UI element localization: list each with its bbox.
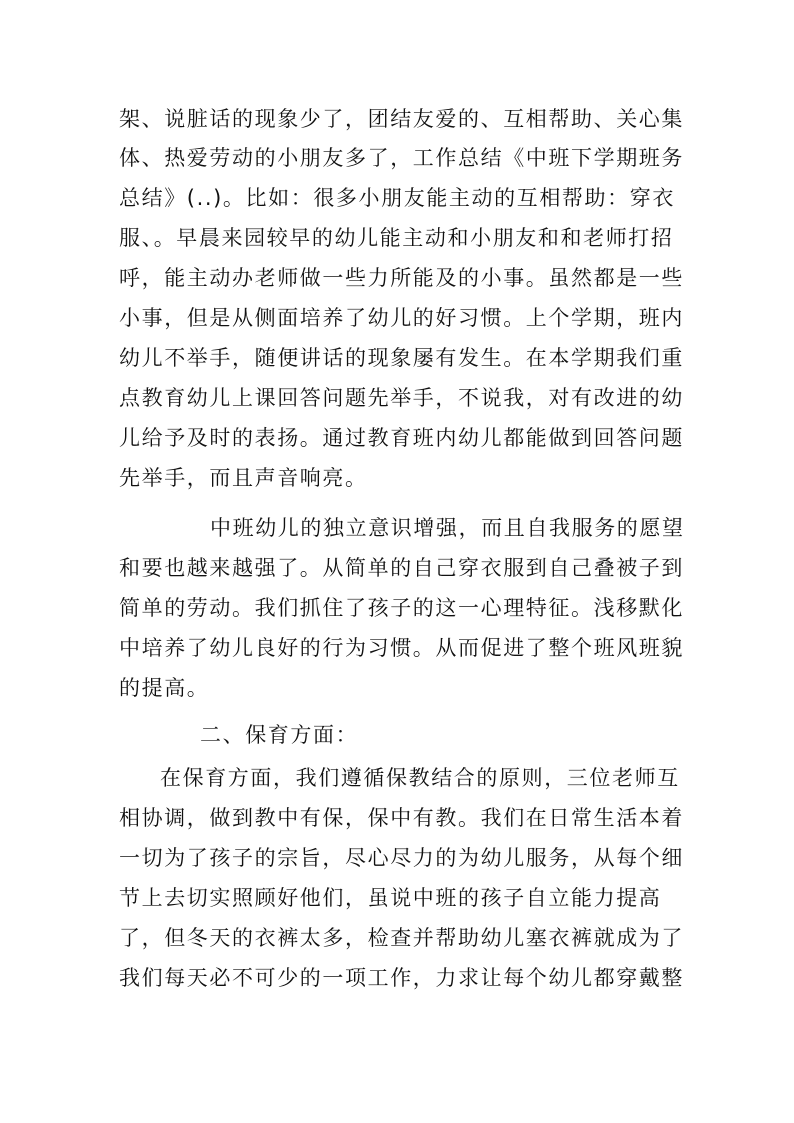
paragraph-line: 和要也越来越强了。从简单的自己穿衣服到自己叠被子到	[119, 556, 684, 580]
paragraph-line: 小事，但是从侧面培养了幼儿的好习惯。上个学期，班内	[119, 306, 684, 330]
paragraph-line: 简单的劳动。我们抓住了孩子的这一心理特征。浅移默化	[119, 596, 684, 620]
paragraph-line: 中班幼儿的独立意识增强，而且自我服务的愿望	[210, 516, 685, 540]
paragraph-line: 总结》(..)。比如：很多小朋友能主动的互相帮助：穿衣	[119, 186, 675, 210]
paragraph-line: 我们每天必不可少的一项工作，力求让每个幼儿都穿戴整	[119, 966, 684, 990]
paragraph-line: 先举手，而且声音响亮。	[119, 466, 368, 490]
paragraph-line: 中培养了幼儿良好的行为习惯。从而促进了整个班风班貌	[119, 636, 684, 660]
paragraph-line: 服、。早晨来园较早的幼儿能主动和小朋友和和老师打招	[119, 226, 674, 250]
section-heading: 二、保育方面：	[200, 723, 359, 747]
paragraph-line: 了，但冬天的衣裤太多，检查并帮助幼儿塞衣裤就成为了	[119, 926, 684, 950]
paragraph-line: 点教育幼儿上课回答问题先举手，不说我，对有改进的幼	[119, 386, 684, 410]
paragraph-line: 一切为了孩子的宗旨，尽心尽力的为幼儿服务，从每个细	[119, 846, 684, 870]
paragraph-line: 幼儿不举手，随便讲话的现象屡有发生。在本学期我们重	[119, 346, 684, 370]
paragraph-line: 相协调，做到教中有保，保中有教。我们在日常生活本着	[119, 806, 684, 830]
paragraph-line: 儿给予及时的表扬。通过教育班内幼儿都能做到回答问题	[119, 426, 684, 450]
paragraph-line: 节上去切实照顾好他们，虽说中班的孩子自立能力提高	[119, 886, 662, 910]
paragraph-line: 体、热爱劳动的小朋友多了，工作总结《中班下学期班务	[119, 146, 684, 170]
paragraph-line: 在保育方面，我们遵循保教结合的原则，三位老师互	[160, 766, 680, 790]
paragraph-line: 架、说脏话的现象少了，团结友爱的、互相帮助、关心集	[119, 107, 684, 131]
paragraph-line: 呼，能主动办老师做一些力所能及的小事。虽然都是一些	[119, 266, 684, 290]
paragraph-line: 的提高。	[119, 676, 210, 700]
